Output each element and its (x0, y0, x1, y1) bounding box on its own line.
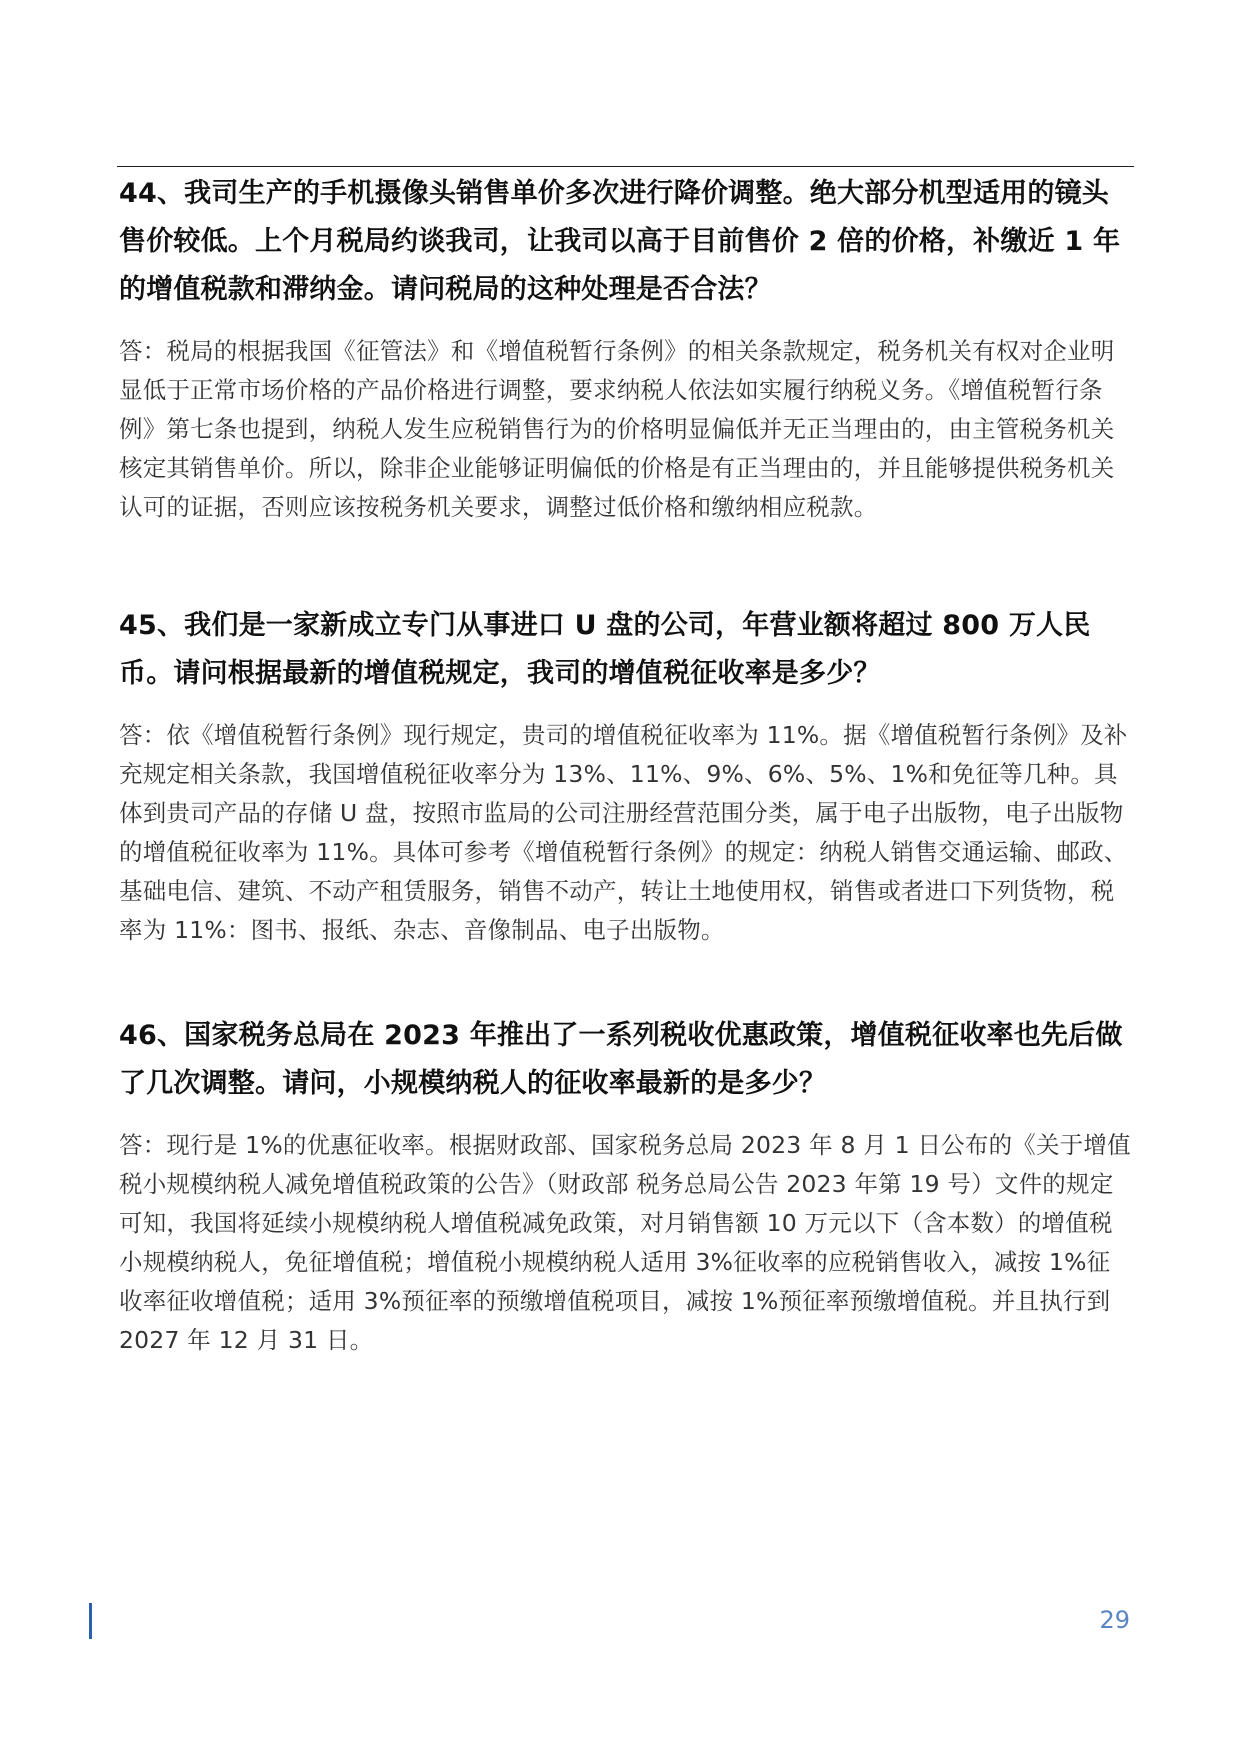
answer-45: 答：依《增值税暂行条例》现行规定，贵司的增值税征收率为 11%。据《增值税暂行条例》及补充规定相关条款，我国增值税征收率分为 13%、11%、9%、6%、5%、1%和免征等几种。具体到贵司产品的存储 U 盘，按照市监局的公司注册经营范围分类，属于电子出版物，电子出版物的增值税征收率为 11%。具体可参考《增值税暂行条例》的规定：纳税人销售交通运输、邮政、基础电信、建筑、不动产租赁服务，销售不动产，转让土地使用权，销售或者进口下列货物，税率为 11%：图书、报纸、杂志、音像制品、电子出版物。 (119, 721, 1128, 944)
question-45: 45、我们是一家新成立专门从事进口 U 盘的公司，年营业额将超过 800 万人民币。请问根据最新的增值税规定，我司的增值税征收率是多少？ (119, 610, 1091, 689)
faq-item-46 (119, 1012, 1131, 1360)
answer-44: 答：税局的根据我国《征管法》和《增值税暂行条例》的相关条款规定，税务机关有权对企业明显低于正常市场价格的产品价格进行调整，要求纳税人依法如实履行纳税义务。《增值税暂行条例》第七条也提到，纳税人发生应税销售行为的价格明显偏低并无正当理由的，由主管税务机关核定其销售单价。所以，除非企业能够证明偏低的价格是有正当理由的，并且能够提供税务机关认可的证据，否则应该按税务机关要求，调整过低价格和缴纳相应税款。 (119, 337, 1115, 521)
question-44: 44、我司生产的手机摄像头销售单价多次进行降价调整。绝大部分机型适用的镜头售价较低。上个月税局约谈我司，让我司以高于目前售价 2 倍的价格，补缴近 1 年的增值税款和滞纳金。请问税局的这种处理是否合法？ (119, 178, 1121, 305)
page-number: 29 (1099, 1606, 1130, 1634)
faq-item-44 (119, 170, 1131, 527)
top-divider (117, 166, 1134, 167)
footer-accent-bar (89, 1603, 92, 1639)
question-46: 46、国家税务总局在 2023 年推出了一系列税收优惠政策，增值税征收率也先后做了几次调整。请问，小规模纳税人的征收率最新的是多少？ (119, 1020, 1123, 1099)
faq-content (119, 170, 1131, 1360)
answer-46: 答：现行是 1%的优惠征收率。根据财政部、国家税务总局 2023 年 8 月 1 日公布的《关于增值税小规模纳税人减免增值税政策的公告》（财政部 税务总局公告 2023 年第 19 号）文件的规定可知，我国将延续小规模纳税人增值税减免政策，对月销售额 10 万元以下（含本数）的增值税小规模纳税人，免征增值税；增值税小规模纳税人适用 3%征收率的应税销售收入，减按 1%征收率征收增值税；适用 3%预征率的预缴增值税项目，减按 1%预征率预缴增值税。并且执行到 2027 年 12 月 31 日。 (119, 1131, 1131, 1354)
faq-item-45 (119, 602, 1131, 950)
